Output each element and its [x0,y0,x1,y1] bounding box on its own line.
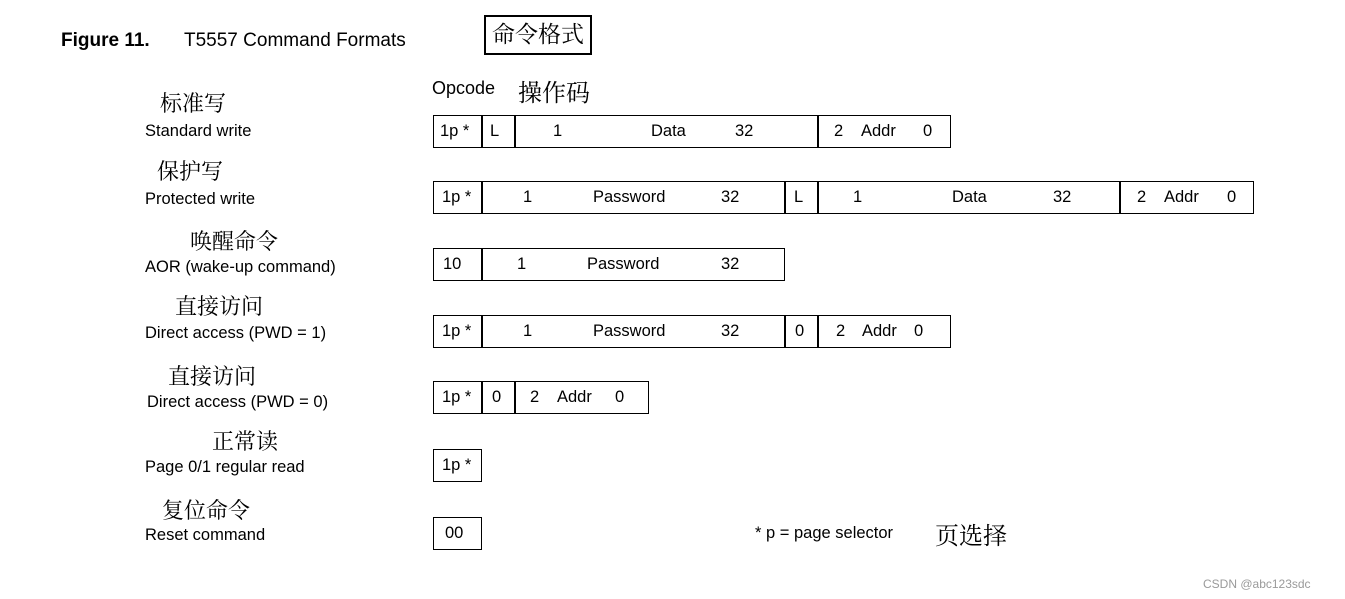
row-label-cn: 直接访问 [168,365,257,390]
field-text: 1p * [442,188,472,206]
field-text: 2 [836,322,846,340]
row-label-en: Direct access (PWD = 0) [147,393,329,411]
field-address [818,315,951,348]
field-opcode [433,115,482,148]
row-label-cn: 唤醒命令 [190,230,279,255]
field-text: 1p * [442,322,472,340]
field-text: 1 [517,255,527,273]
field-text: 0 [923,122,933,140]
field-text: 32 [721,322,740,340]
field-text: Password [593,188,666,206]
field-text: 2 [530,388,540,406]
field-text: Data [651,122,686,140]
row-label-cn: 直接访问 [175,295,264,320]
row-label-en: Standard write [145,122,252,140]
field-text: 1p * [442,456,472,474]
field-text: Addr [861,122,896,140]
row-label-en: Page 0/1 regular read [145,458,305,476]
watermark: CSDN @abc123sdc [1203,577,1311,591]
footnote-cn: 页选择 [935,522,1007,550]
field-data [515,115,818,148]
field-text: 1 [523,188,533,206]
row-label-en: AOR (wake-up command) [145,258,336,276]
row-label-en: Direct access (PWD = 1) [145,324,327,342]
field-opcode [433,517,482,550]
field-data [818,181,1120,214]
field-password [482,181,785,214]
field-lock [482,381,515,414]
field-text: 1 [523,322,533,340]
figure-label: Figure 11. [61,30,150,51]
field-opcode [433,449,482,482]
field-lock [482,115,515,148]
field-text: 32 [721,188,740,206]
field-opcode [433,181,482,214]
field-text: 2 [1137,188,1147,206]
field-lock [785,315,818,348]
field-opcode [433,248,482,281]
opcode-header: Opcode [432,78,496,98]
field-text: Addr [862,322,897,340]
field-text: Addr [1164,188,1199,206]
field-text: 10 [443,255,462,273]
row-label-en: Reset command [145,526,266,544]
field-opcode [433,315,482,348]
field-text: 00 [445,524,464,542]
field-text: L [490,122,500,140]
field-lock [785,181,818,214]
field-text: 1 [553,122,563,140]
field-address [818,115,951,148]
field-text: L [794,188,804,206]
field-text: Password [593,322,666,340]
field-text: 0 [492,388,502,406]
field-text: 32 [735,122,754,140]
field-text: 0 [914,322,924,340]
field-text: 0 [615,388,625,406]
field-text: Password [587,255,660,273]
row-label-cn: 标准写 [160,92,227,117]
field-text: 2 [834,122,844,140]
footnote: * p = page selector [755,524,894,542]
field-text: Data [952,188,987,206]
row-label-cn: 复位命令 [162,499,251,524]
row-label-cn: 正常读 [212,430,279,455]
row-label-en: Protected write [145,190,256,208]
field-address [515,381,649,414]
figure-title-cn-box: 命令格式 [484,15,592,55]
field-text: 32 [1053,188,1072,206]
row-label-cn: 保护写 [157,160,224,185]
field-text: 1p * [442,388,472,406]
field-address [1120,181,1254,214]
field-opcode [433,381,482,414]
field-text: 32 [721,255,740,273]
figure-title: T5557 Command Formats [184,30,406,51]
field-text: 0 [1227,188,1237,206]
opcode-header-cn: 操作码 [518,79,590,107]
field-password [482,248,785,281]
field-text: 1 [853,188,863,206]
field-password [482,315,785,348]
field-text: Addr [557,388,592,406]
field-text: 0 [795,322,805,340]
field-text: 1p * [440,122,470,140]
